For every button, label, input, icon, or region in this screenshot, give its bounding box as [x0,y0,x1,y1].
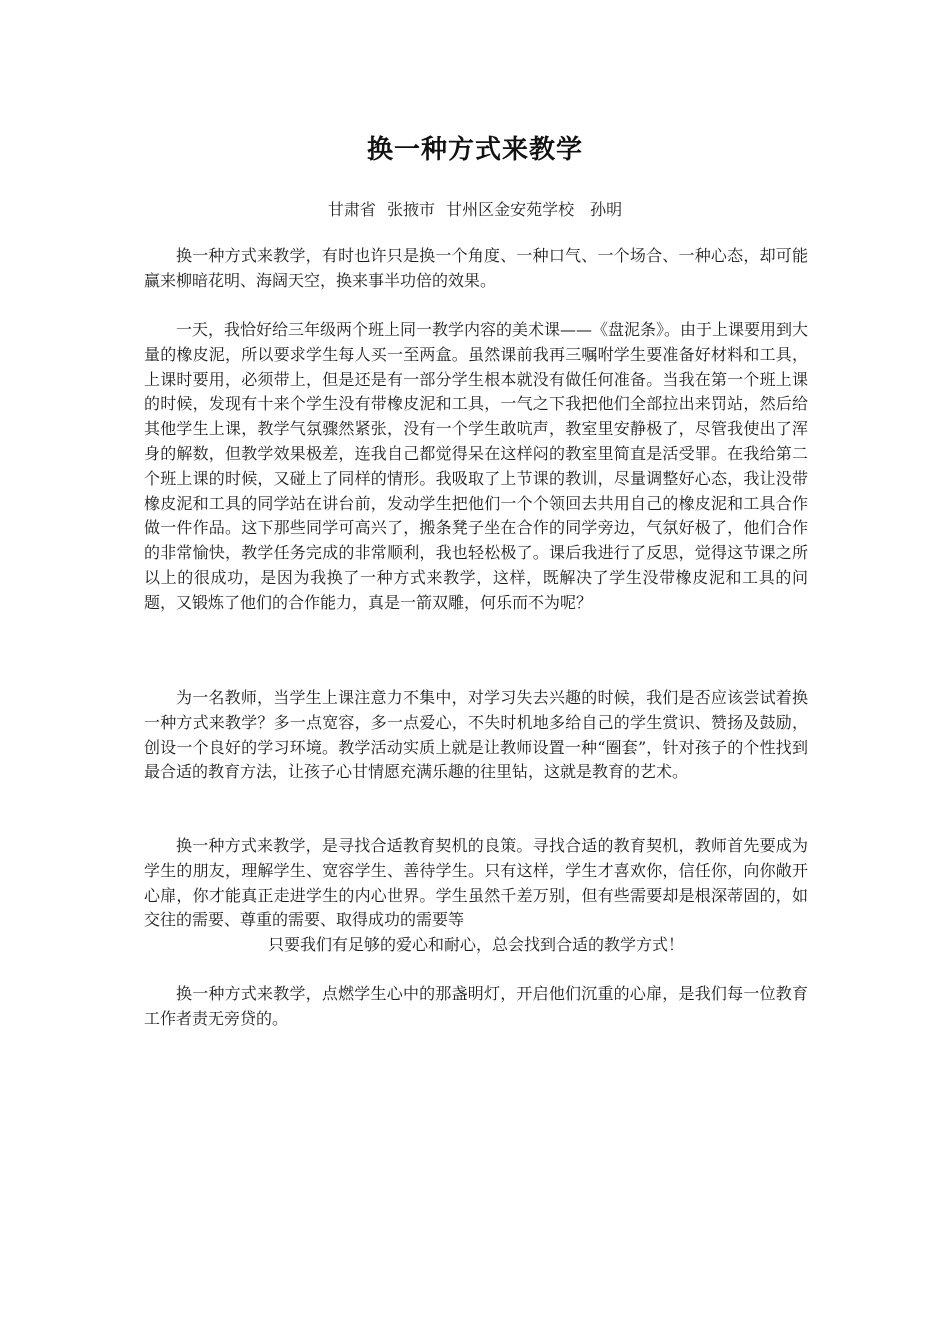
paragraph-anecdote [144,318,808,616]
document-title: 换一种方式来教学 [366,135,583,165]
paragraph-text: 为一名教师，当学生上课注意力不集中，对学习失去兴趣的时候，我们是否应该尝试着换一种方式来教学？多一点宽容，多一点爱心，不失时机地多给自己的学生赏识、赞扬及鼓励，创设一个良好的学习环境。教学活动实质上就是让教师设置一种“圈套”，针对孩子的个性找到最合适的教育方法，让孩子心甘情愿充满乐趣的往里钻，这就是教育的艺术。 [144,688,808,782]
paragraph-text: 换一种方式来教学，点燃学生心中的那盏明灯，开启他们沉重的心扉，是我们每一位教育工作者责无旁贷的。 [144,984,808,1028]
paragraph-reflection [144,686,808,785]
author-byline: 甘肃省 张掖市 甘州区金安苑学校 孙明 [327,200,623,219]
paragraph-text: 一天，我恰好给三年级两个班上同一教学内容的美术课——《盘泥条》。由于上课要用到大量的橡皮泥，所以要求学生每人买一至两盒。虽然课前我再三嘱咐学生要准备好材料和工具，上课时要用，必须带上，但是还是有一部分学生根本就没有做任何准备。当我在第一个班上课的时候，发现有十来个学生没有带橡皮泥和工具，一气之下我把他们全部拉出来罚站，然后给其他学生上课，教学气氛骤然紧张，没有一个学生敢吭声，教室里安静极了，尽管我使出了浑身的解数，但教学效果极差，连我自己都觉得呆在这样闷的教室里简直是活受罪。在我给第二个班上课的时候，又碰上了同样的情形。我吸取了上节课的教训，尽量调整好心态，我让没带橡皮泥和工具的同学站在讲台前，发动学生把他们一个个领回去共用自己的橡皮泥和工具合作做一件作品。这下那些同学可高兴了，搬条凳子坐在合作的同学旁边，气氛好极了，他们合作的非常愉快，教学任务完成的非常顺利，我也轻松极了。课后我进行了反思，觉得这节课之所以上的很成功，是因为我换了一种方式来教学，这样，既解决了学生没带橡皮泥和工具的问题，又锻炼了他们的合作能力，真是一箭双雕，何乐而不为呢？ [144,320,809,612]
paragraph-strategy [144,834,808,958]
paragraph-text: 换一种方式来教学，有时也许只是换一个角度、一种口气、一个场合、一种心态，却可能赢来柳暗花明、海阔天空，换来事半功倍的效果。 [144,246,808,290]
paragraph-closing-line: 只要我们有足够的爱心和耐心，总会找到合适的教学方式！ [267,935,684,955]
paragraph-intro [144,244,808,294]
paragraph-text: 换一种方式来教学，是寻找合适教育契机的良策。寻找合适的教育契机，教师首先要成为学生的朋友，理解学生、宽容学生、善待学生。只有这样，学生才喜欢你，信任你，向你敞开心扉，你才能真正走进学生的内心世界。学生虽然千差万别，但有些需要却是根深蒂固的，如交往的需要、尊重的需要、取得成功的需要等 [144,836,808,930]
paragraph-conclusion [144,982,808,1032]
